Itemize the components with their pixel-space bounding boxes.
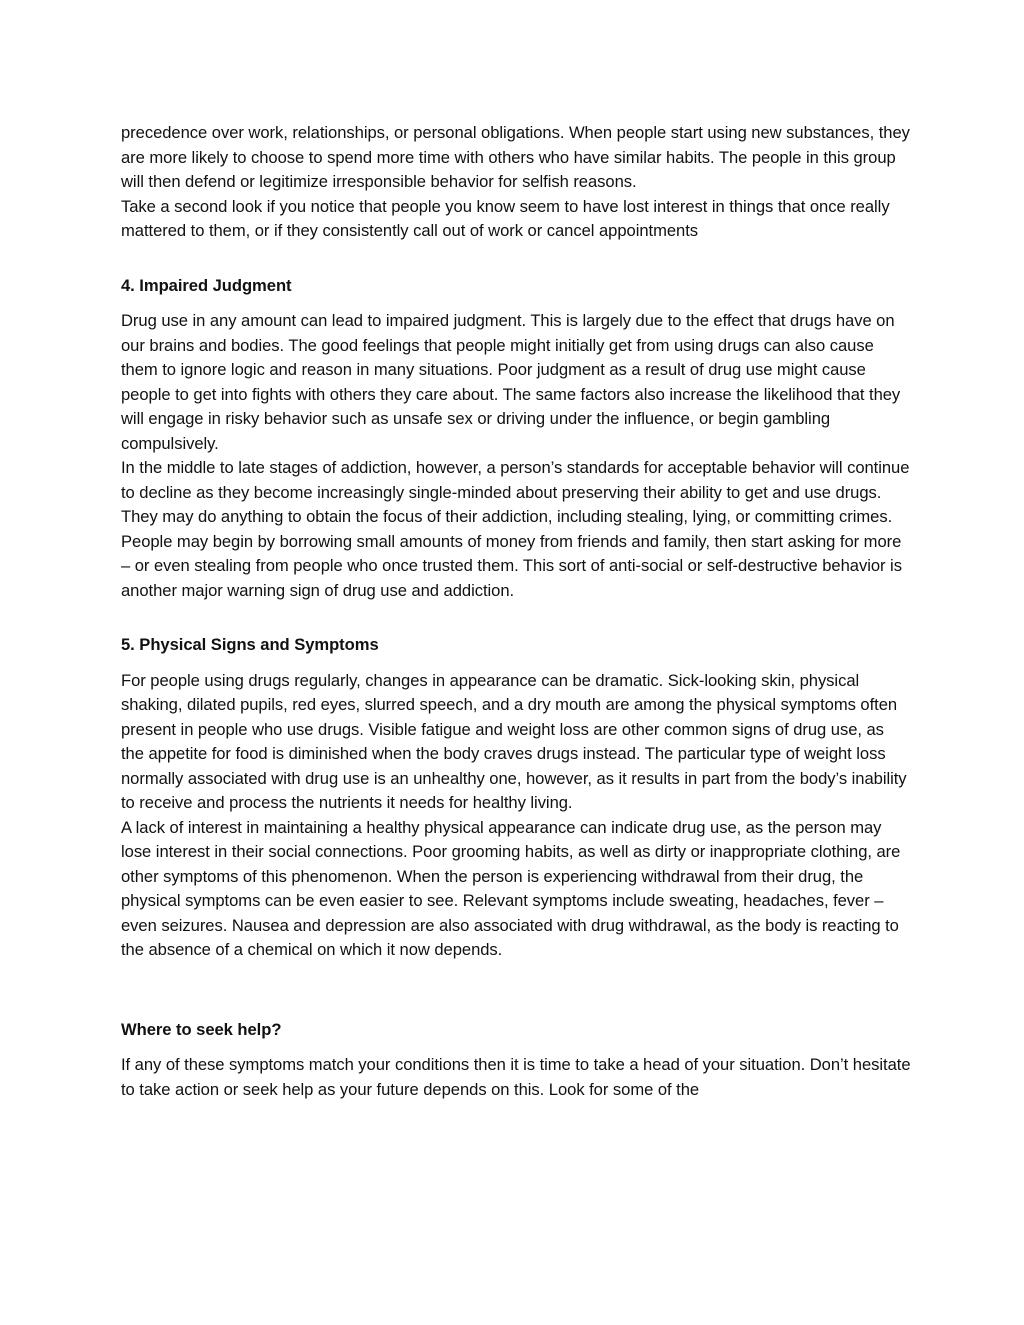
- section-spacer: [121, 603, 911, 633]
- impaired-judgment-paragraph-1: Drug use in any amount can lead to impaired judgment. This is largely due to the effect that drugs have on our brains and bodies. The good feelings that people might initially get from using drugs can also cause them to ignore logic and reason in many situations. Poor judgment as a result of drug use might cause people to get into fights with others they care about. The same factors also increase the likelihood that they will engage in risky behavior such as unsafe sex or driving under the influence, or begin gambling compulsively.: [121, 311, 901, 453]
- impaired-judgment-paragraph-2: In the middle to late stages of addiction, however, a person’s standards for acceptable behavior will continue to decline as they become increasingly single-minded about preserving their ability to get and use drugs. They may do anything to obtain the focus of their addiction, including stealing, lying, or committing crimes. People may begin by borrowing small amounts of money from friends and family, then start asking for more – or even stealing from people who once trusted them. This sort of anti-social or self-destructive behavior is another major warning sign of drug use and addiction.: [121, 458, 910, 600]
- physical-signs-paragraph-1: For people using drugs regularly, changes in appearance can be dramatic. Sick-looking skin, physical shaking, dilated pupils, red eyes, slurred speech, and a dry mouth are among the physical symptoms often present in people who use drugs. Visible fatigue and weight loss are other common signs of drug use, as the appetite for food is diminished when the body craves drugs instead. The particular type of weight loss normally associated with drug use is an unhealthy one, however, as it results in part from the body’s inability to receive and process the nutrients it needs for healthy living.: [121, 670, 907, 812]
- intro-paragraph-2: Take a second look if you notice that people you know seem to have lost interest in things that once really mattered to them, or if they consistently call out of work or cancel appointments: [121, 196, 890, 240]
- seek-help-paragraph-1: If any of these symptoms match your conditions then it is time to take a head of your situation. Don’t hesitate to take action or seek help as your future depends on this. Look for some of the: [121, 1055, 911, 1099]
- section-heading-physical-signs: 5. Physical Signs and Symptoms: [121, 635, 379, 654]
- section-heading-where-to-seek-help: Where to seek help?: [121, 1019, 282, 1039]
- document-body: [121, 121, 911, 1102]
- intro-paragraph-1: precedence over work, relationships, or personal obligations. When people start using new substances, they are more likely to choose to spend more time with others who have similar habits. The people in this group will then defend or legitimize irresponsible behavior for selfish reasons.: [121, 123, 910, 191]
- section-spacer: [121, 963, 911, 1018]
- section-heading-impaired-judgment: 4. Impaired Judgment: [121, 275, 292, 295]
- heading-spacer: [121, 1042, 911, 1053]
- heading-spacer: [121, 298, 911, 309]
- physical-signs-paragraph-2: A lack of interest in maintaining a healthy physical appearance can indicate drug use, as the person may lose interest in their social connections. Poor grooming habits, as well as dirty or inappropriate clothing, are other symptoms of this phenomenon. When the person is experiencing withdrawal from their drug, the physical symptoms can be even easier to see. Relevant symptoms include sweating, headaches, fever – even seizures. Nausea and depression are also associated with drug withdrawal, as the body is reacting to the absence of a chemical on which it now depends.: [121, 817, 901, 959]
- heading-spacer: [121, 658, 911, 669]
- section-spacer: [121, 244, 911, 274]
